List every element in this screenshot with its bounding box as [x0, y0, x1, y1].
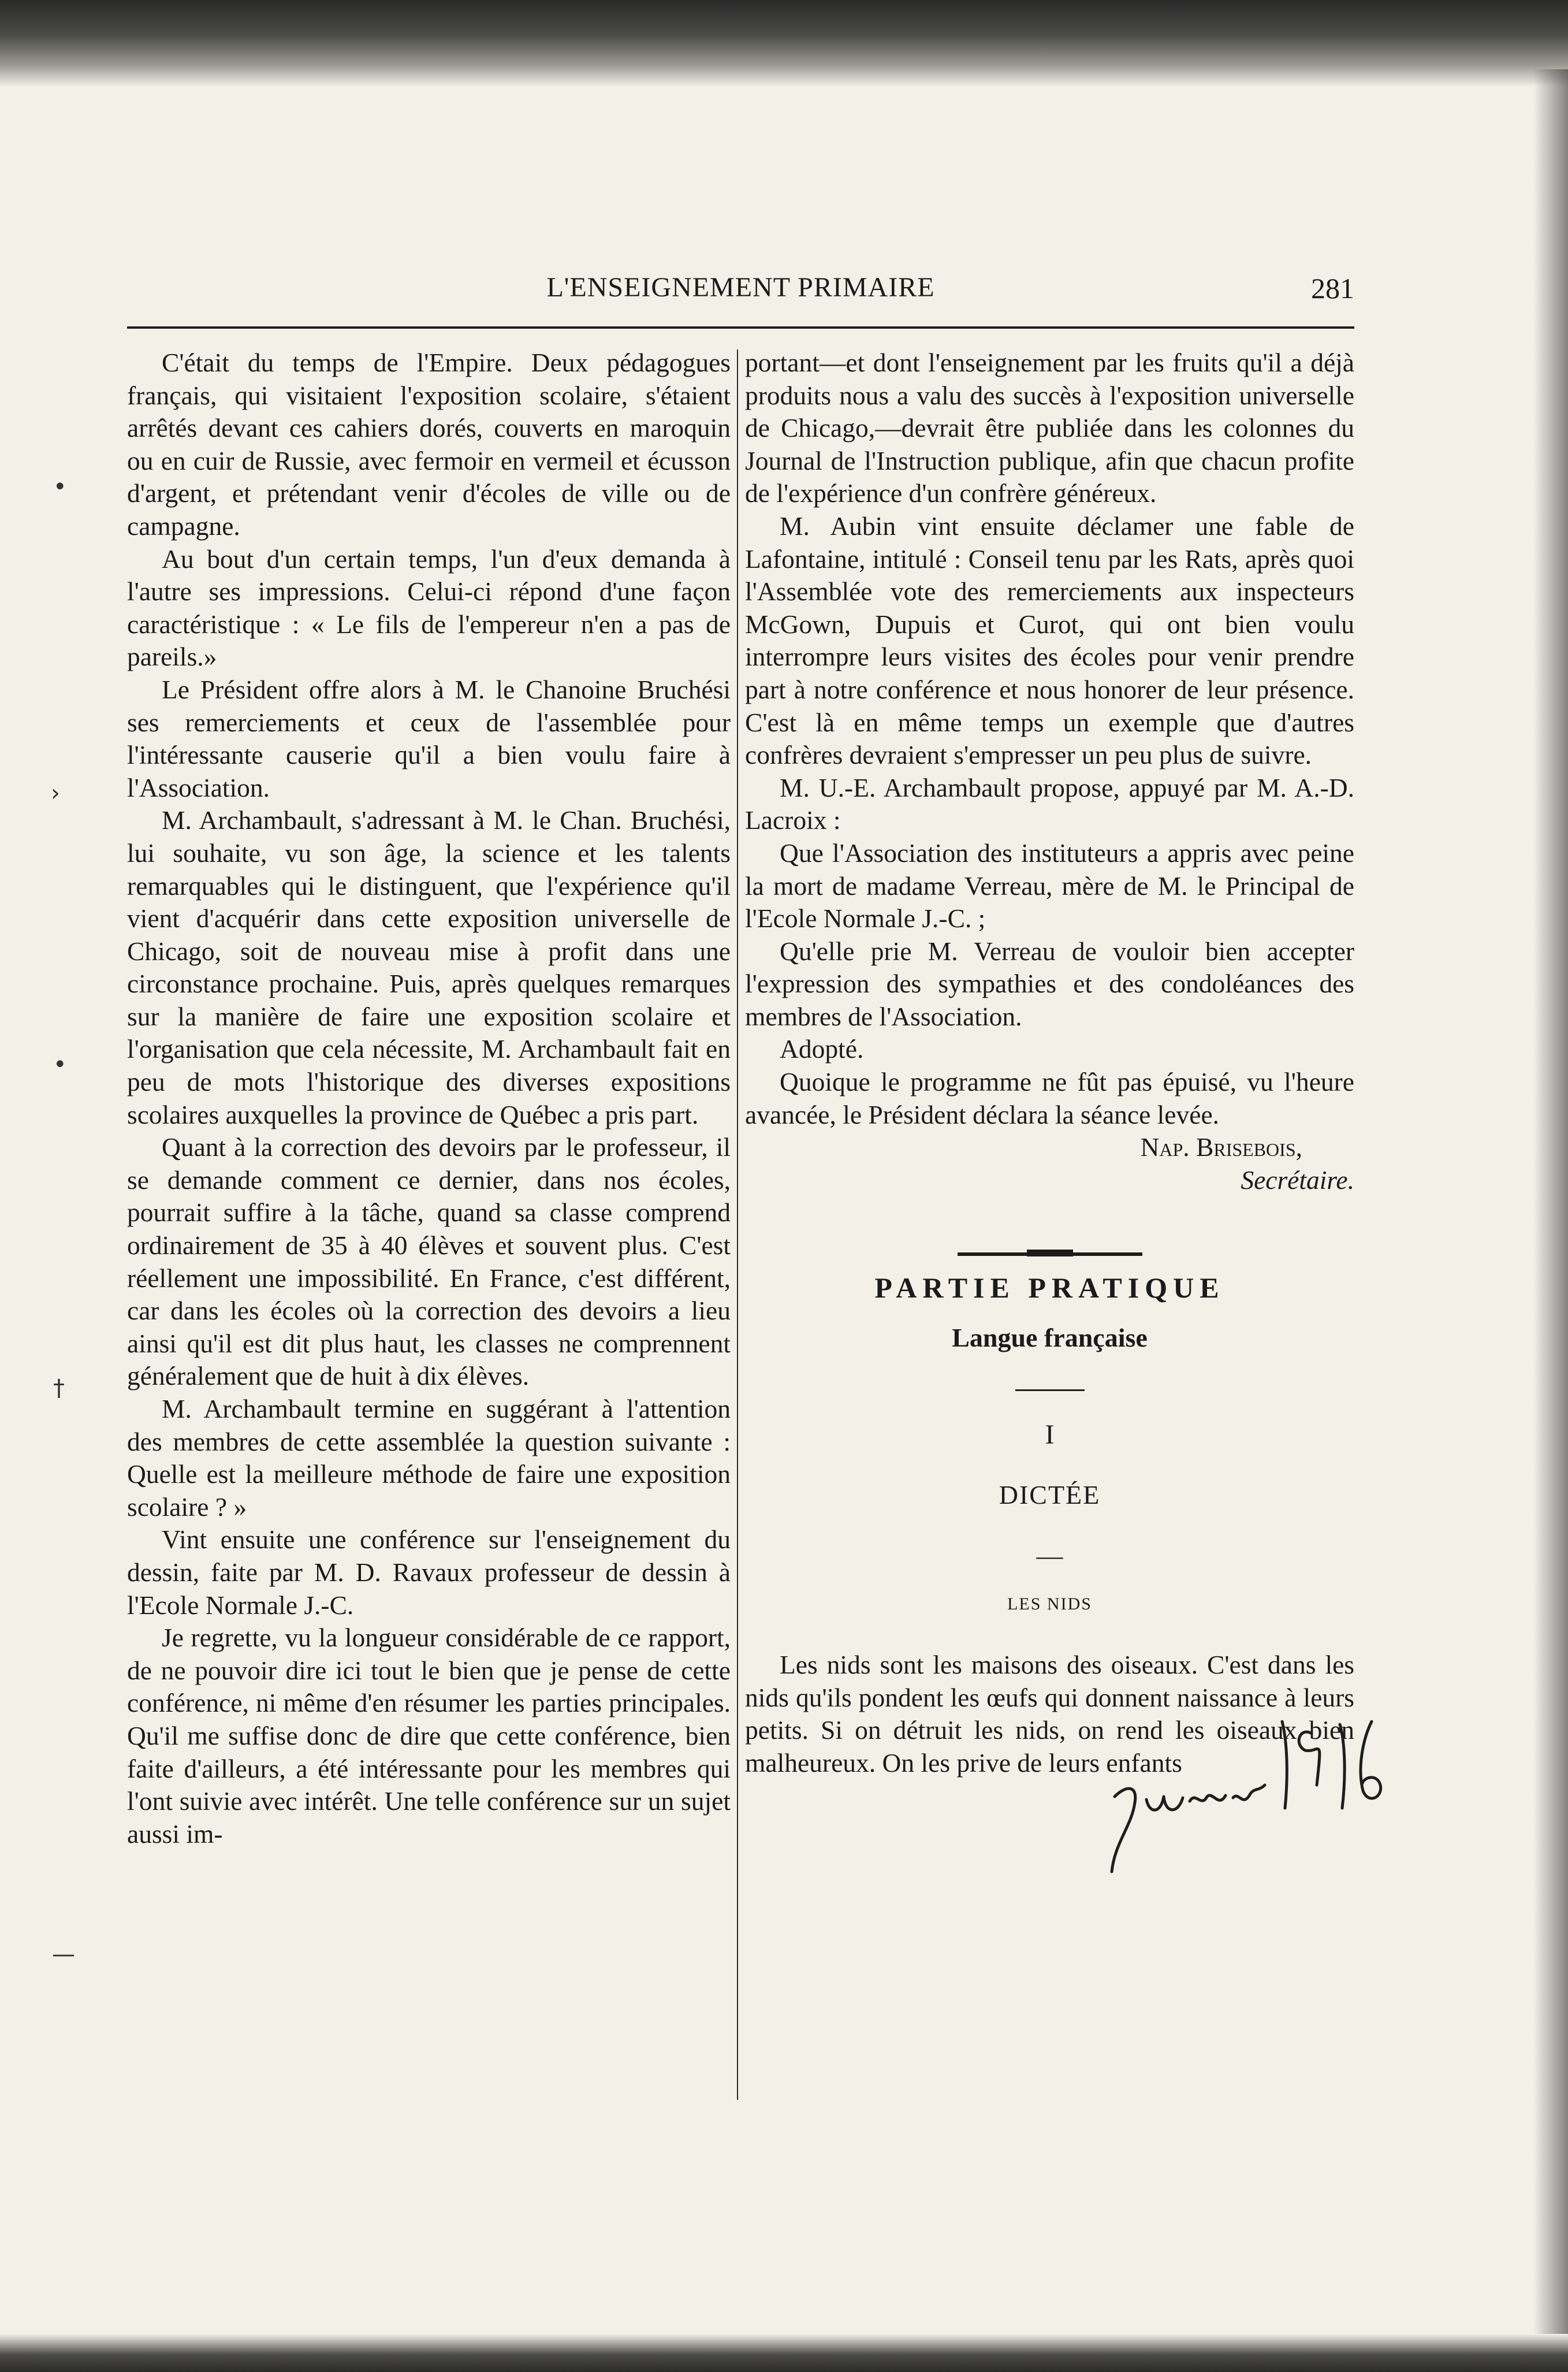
handwritten-annotation — [1092, 1698, 1392, 1883]
paragraph: Qu'elle prie M. Verreau de vouloir bien accepter l'expression des sympathies et des condoléances des membres de l'Association. — [745, 936, 1354, 1031]
paragraph: M. Archambault termine en suggérant à l'attention des membres de cette assemblée la question suivante : Quelle est la meilleure méthode de faire une exposition scolaire ? » — [127, 1394, 731, 1522]
scan-right-edge — [1533, 69, 1568, 2334]
paragraph: M. U.-E. Archambault propose, appuyé par M. A.-D. Lacroix : — [745, 772, 1354, 835]
paragraph: Au bout d'un certain temps, l'un d'eux demanda à l'autre ses impressions. Celui-ci répond d'une façon caractéristique : « Le fils de l'empereur n'en a pas de pareils.» — [127, 544, 731, 672]
short-rule — [1015, 1389, 1085, 1391]
header-rule — [127, 326, 1354, 329]
signature-name: Nap. Brisebois, — [1140, 1132, 1302, 1162]
paragraph: Quant à la correction des devoirs par le professeur, il se demande comment ce dernier, dans nos écoles, pourrait suffire à la tâche, quand sa classe comprend ordinairement de 35 à 40 élèves et souvent plus. C'est réellement une impossibilité. En France, c'est différent, car dans les écoles où la correction des devoirs a lieu ainsi qu'il est dit plus haut, les classes ne comprennent généralement que de huit à dix élèves. — [127, 1132, 731, 1391]
dictee-text: Les nids sont les maisons des oiseaux. C'est dans les nids qu'ils pondent les œufs qui donnent naissance à leurs petits. Si on détruit les nids, on rend les oiseaux bien malheureux. On les prive de leurs enfants — [745, 1650, 1354, 1778]
paragraph: C'était du temps de l'Empire. Deux pédagogues français, qui visitaient l'exposition scolaire, s'étaient arrêtés devant ces cahiers dorés, couverts en maroquin ou en cuir de Russie, avec fermoir en vermeil et écusson d'argent, et prétendant venir d'écoles de ville ou de campagne. — [127, 348, 731, 541]
lesson-number: I — [1045, 1419, 1055, 1450]
paragraph: M. Archambault, s'adressant à M. le Chan. Bruchési, lui souhaite, vu son âge, la science et les talents remarquables qui le distinguent, que l'expérience qu'il vient d'acquérir dans cette exposition universelle de Chicago, soit de nouveau mise à profit dans une circonstance prochaine. Puis, après quelques remarques sur la manière de faire une exposition scolaire et l'organisation que cela nécessite, M. Archambault fait en peu de mots l'historique des diverses expositions scolaires auxquelles la province de Québec a pris part. — [127, 805, 731, 1129]
ornament-divider — [745, 1237, 1354, 1260]
page-header — [127, 272, 1354, 318]
paragraph: Le Président offre alors à M. le Chanoine Bruchési ses remerciements et ceux de l'assemblée pour l'intéressante causerie qu'il a bien voulu faire à l'Association. — [127, 674, 731, 802]
ornament-rule — [958, 1252, 1142, 1262]
paragraph: Quoique le programme ne fût pas épuisé, vu l'heure avancée, le Président déclara la séance levée. — [745, 1067, 1354, 1129]
signature-title: Secrétaire. — [1241, 1165, 1354, 1195]
scan-bottom-edge — [0, 2334, 1568, 2372]
margin-mark: † — [53, 1375, 65, 1401]
margin-mark: — — [52, 1941, 75, 1968]
right-column — [745, 347, 1354, 1779]
scan-top-edge — [0, 0, 1568, 87]
paragraph: portant—et dont l'enseignement par les fruits qu'il a déjà produits nous a valu des succès à l'exposition universelle de Chicago,—devrait être publiée dans les colonnes du Journal de l'Instruction publique, afin que chacun profite de l'expérience d'un confrère généreux. — [745, 348, 1354, 508]
section-title: PARTIE PRATIQUE — [874, 1271, 1225, 1304]
paragraph: M. Aubin vint ensuite déclamer une fable de Lafontaine, intitulé : Conseil tenu par les Rats, après quoi l'Assemblée vote des remerciements aux inspecteurs McGown, Dupuis et Curot, qui ont bien voulu interrompre leurs visites des écoles pour venir prendre part à notre conférence et nous honorer de leur présence. C'est là en même temps un exemple que d'autres confrères devraient s'empresser un peu plus de suivre. — [745, 511, 1354, 770]
margin-mark: • — [53, 474, 67, 500]
column-divider — [737, 350, 738, 2100]
page-number: 281 — [1311, 272, 1354, 304]
paragraph: Que l'Association des instituteurs a appris avec peine la mort de madame Verreau, mère de M. le Principal de l'Ecole Normale J.-C. ; — [745, 838, 1354, 934]
lesson-dash: — — [1036, 1540, 1063, 1570]
paragraph: Adopté. — [780, 1034, 864, 1064]
lesson-title: LES NIDS — [1007, 1594, 1092, 1614]
paragraph: Je regrette, vu la longueur considérable de ce rapport, de ne pouvoir dire ici tout le bien que je pense de cette conférence, ni même d'en résumer les parties principales. Qu'il me suffise donc de dire que cette conférence, bien faite d'ailleurs, a été intéressante pour les membres qui l'ont suivie avec intérêt. Une telle conférence sur un sujet aussi im- — [127, 1623, 731, 1849]
section-subtitle: Langue française — [952, 1323, 1148, 1353]
margin-mark: › — [51, 780, 60, 806]
lesson-type: DICTÉE — [999, 1480, 1101, 1510]
running-head: L'ENSEIGNEMENT PRIMAIRE — [546, 272, 935, 303]
left-column — [127, 347, 731, 1850]
paragraph: Vint ensuite une conférence sur l'enseignement du dessin, faite par M. D. Ravaux professeur de dessin à l'Ecole Normale J.-C. — [127, 1525, 731, 1620]
margin-mark: • — [53, 1051, 67, 1078]
